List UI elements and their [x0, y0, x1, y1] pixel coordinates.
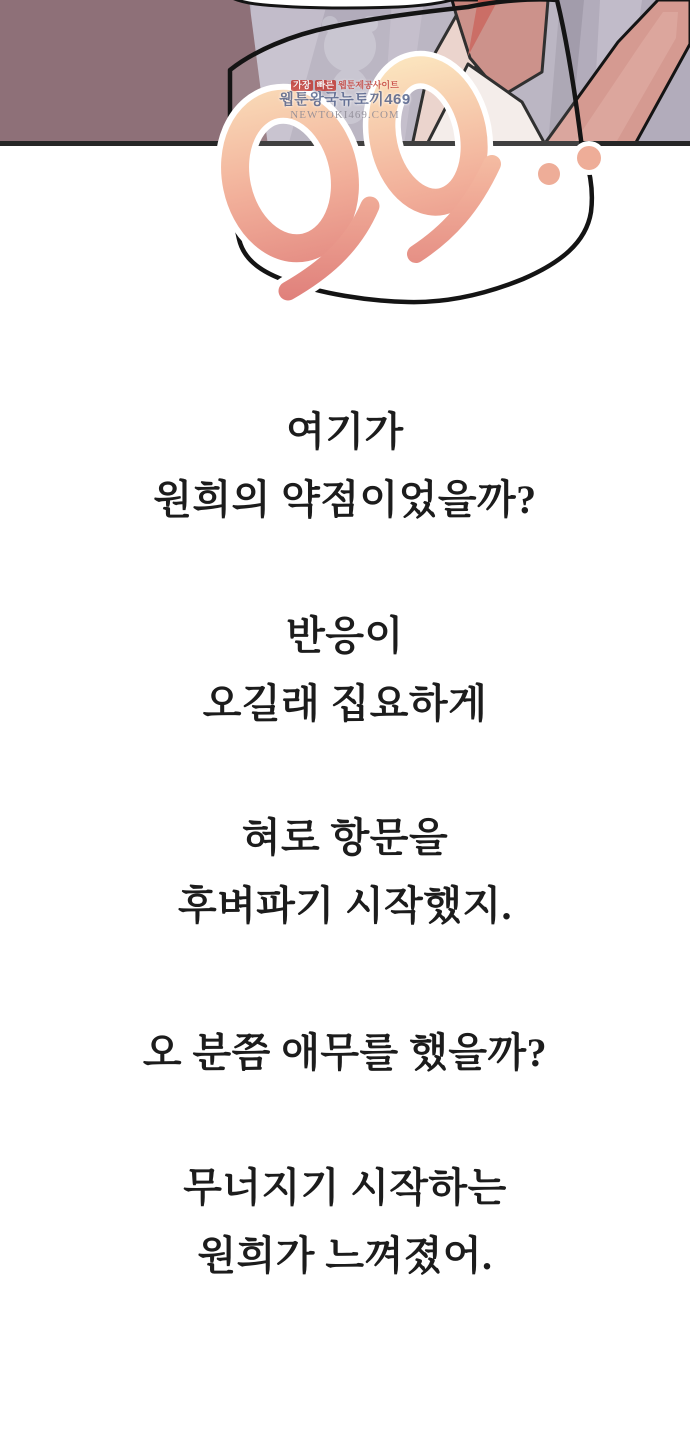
- narration-line: 원희의 약점이었을까?: [153, 477, 537, 522]
- watermark-domain: NEWTOKI469.COM: [290, 109, 400, 121]
- narration-block-3: [0, 804, 690, 940]
- watermark-line-1-text: 웹툰제공사이트: [337, 80, 399, 90]
- narration-block-4: [0, 1019, 690, 1087]
- narration-line: 후벼파기 시작했지.: [177, 883, 513, 928]
- narration-block-2: [0, 602, 690, 738]
- narration-line: 무너지기 시작하는: [183, 1165, 507, 1210]
- narration-block-5: [0, 1154, 690, 1290]
- narration-block-1: [0, 398, 690, 534]
- watermark-badge-2: 빠른: [316, 80, 334, 90]
- narration-line: 원희가 느껴졌어.: [197, 1233, 493, 1278]
- narration-line: 오길래 집요하게: [202, 681, 488, 726]
- narration-line: 혀로 항문을: [241, 815, 449, 860]
- narration-line: 반응이: [286, 613, 404, 658]
- watermark-badge-1: 가장: [293, 80, 311, 90]
- narration-line: 여기가: [286, 409, 404, 454]
- watermark-site-name: 웹툰왕국뉴토끼469: [279, 91, 411, 108]
- comic-panel: [0, 0, 690, 330]
- narration-line: 오 분쯤 애무를 했을까?: [142, 1030, 548, 1075]
